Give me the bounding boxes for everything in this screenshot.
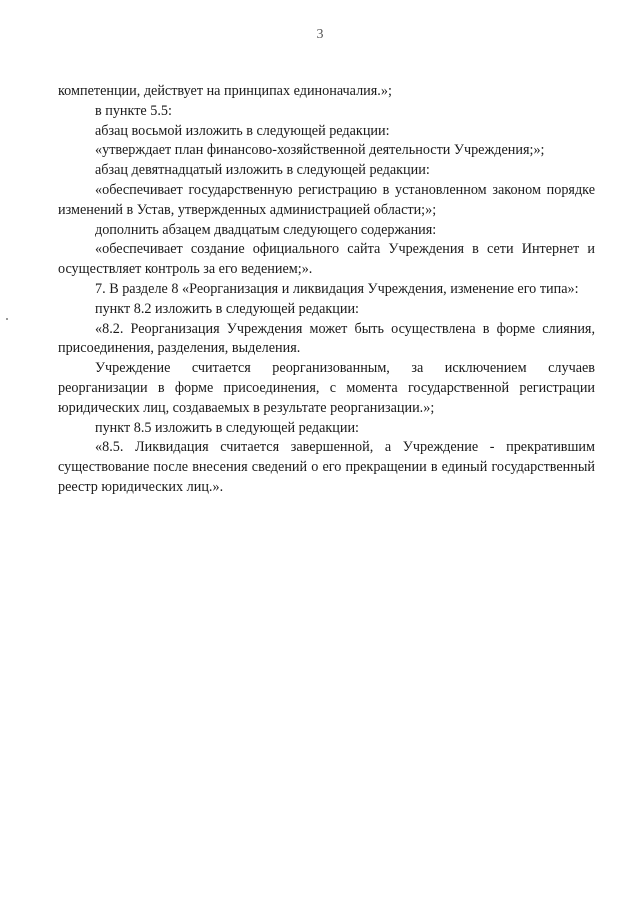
section-heading: 7. В разделе 8 «Реорганизация и ликвидация Учреждения, изменение его типа»: — [95, 280, 579, 297]
paragraph: в пункте 5.5: — [95, 102, 172, 119]
paragraph: пункт 8.5 изложить в следующей редакции: — [95, 419, 359, 436]
paragraph: «обеспечивает создание официального сайта Учреждения в сети Интернет и осуществляет контроль за его ведением;». — [58, 241, 595, 278]
paragraph: дополнить абзацем двадцатым следующего содержания: — [95, 221, 437, 238]
paragraph: компетенции, действует на принципах единоначалия.»; — [58, 83, 392, 99]
page-number: 3 — [316, 27, 324, 42]
paragraph: абзац девятнадцатый изложить в следующей редакции: — [95, 162, 430, 179]
paragraph: «8.5. Ликвидация считается завершенной, а Учреждение - прекратившим существование после внесения сведений о его прекращении в единый государственный реестр юридических лиц.». — [58, 439, 595, 495]
paragraph: «утверждает план финансово-хозяйственной деятельности Учреждения;»; — [95, 142, 545, 159]
paragraph: «8.2. Реорганизация Учреждения может быть осуществлена в форме слияния, присоединения, разделения, выделения. — [58, 320, 595, 357]
paragraph: абзац восьмой изложить в следующей редакции: — [95, 122, 390, 139]
paragraph: пункт 8.2 изложить в следующей редакции: — [95, 300, 359, 317]
paragraph: «обеспечивает государственную регистрацию в установленном законом порядке изменений в Устав, утвержденных администрацией области;»; — [58, 181, 595, 218]
document-body — [58, 82, 595, 498]
margin-mark — [6, 318, 8, 320]
paragraph: Учреждение считается реорганизованным, за исключением случаев реорганизации в форме присоединения, с момента государственной регистрации юридических лиц, создаваемых в результате реорганизации.»; — [58, 360, 595, 416]
